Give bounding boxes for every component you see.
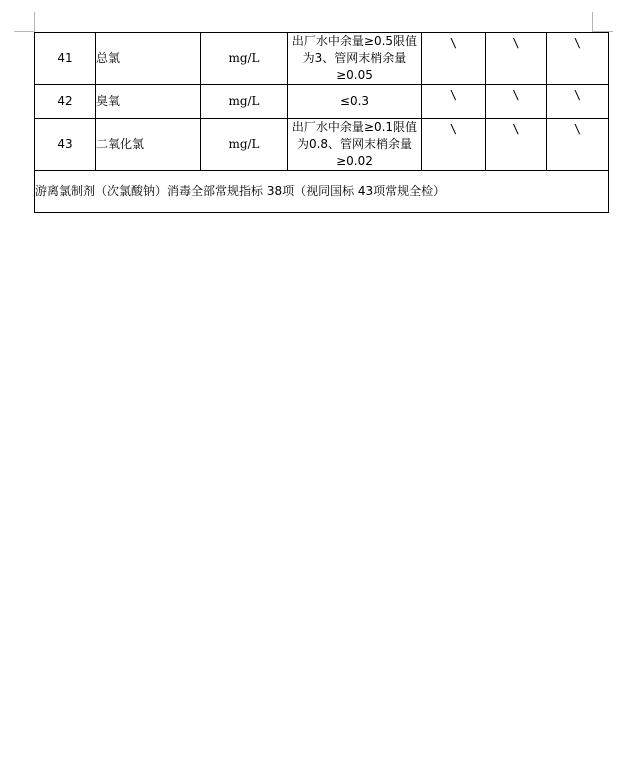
mark-col-1: \ [422, 85, 486, 119]
table-row [35, 85, 609, 119]
table-row [35, 119, 609, 171]
limit-value: 出厂水中余量≥0.5限值为3、管网末梢余量≥0.05 [288, 33, 422, 85]
mark-col-1: \ [422, 119, 486, 171]
mark-col-3: \ [547, 119, 609, 171]
mark-col-3: \ [547, 85, 609, 119]
crop-mark-left-vertical [34, 12, 35, 32]
mark-col-2: \ [486, 119, 547, 171]
unit: mg/L [201, 119, 288, 171]
crop-mark-right-vertical [592, 12, 593, 32]
mark-col-2: \ [486, 85, 547, 119]
unit: mg/L [201, 85, 288, 119]
indicator-name: 二氧化氯 [96, 119, 201, 171]
limit-value: ≤0.3 [288, 85, 422, 119]
indicator-name: 总氯 [96, 33, 201, 85]
row-number: 43 [35, 119, 96, 171]
footnote: 游离氯制剂（次氯酸钠）消毒全部常规指标 38项（视同国标 43项常规全检） [35, 171, 609, 213]
mark-col-2: \ [486, 33, 547, 85]
note-row [35, 171, 609, 213]
limit-value: 出厂水中余量≥0.1限值为0.8、管网末梢余量≥0.02 [288, 119, 422, 171]
table-row [35, 33, 609, 85]
mark-col-1: \ [422, 33, 486, 85]
indicator-name: 臭氧 [96, 85, 201, 119]
unit: mg/L [201, 33, 288, 85]
row-number: 42 [35, 85, 96, 119]
mark-col-3: \ [547, 33, 609, 85]
water-quality-table [34, 32, 609, 213]
row-number: 41 [35, 33, 96, 85]
crop-mark-left-horizontal [14, 31, 34, 32]
